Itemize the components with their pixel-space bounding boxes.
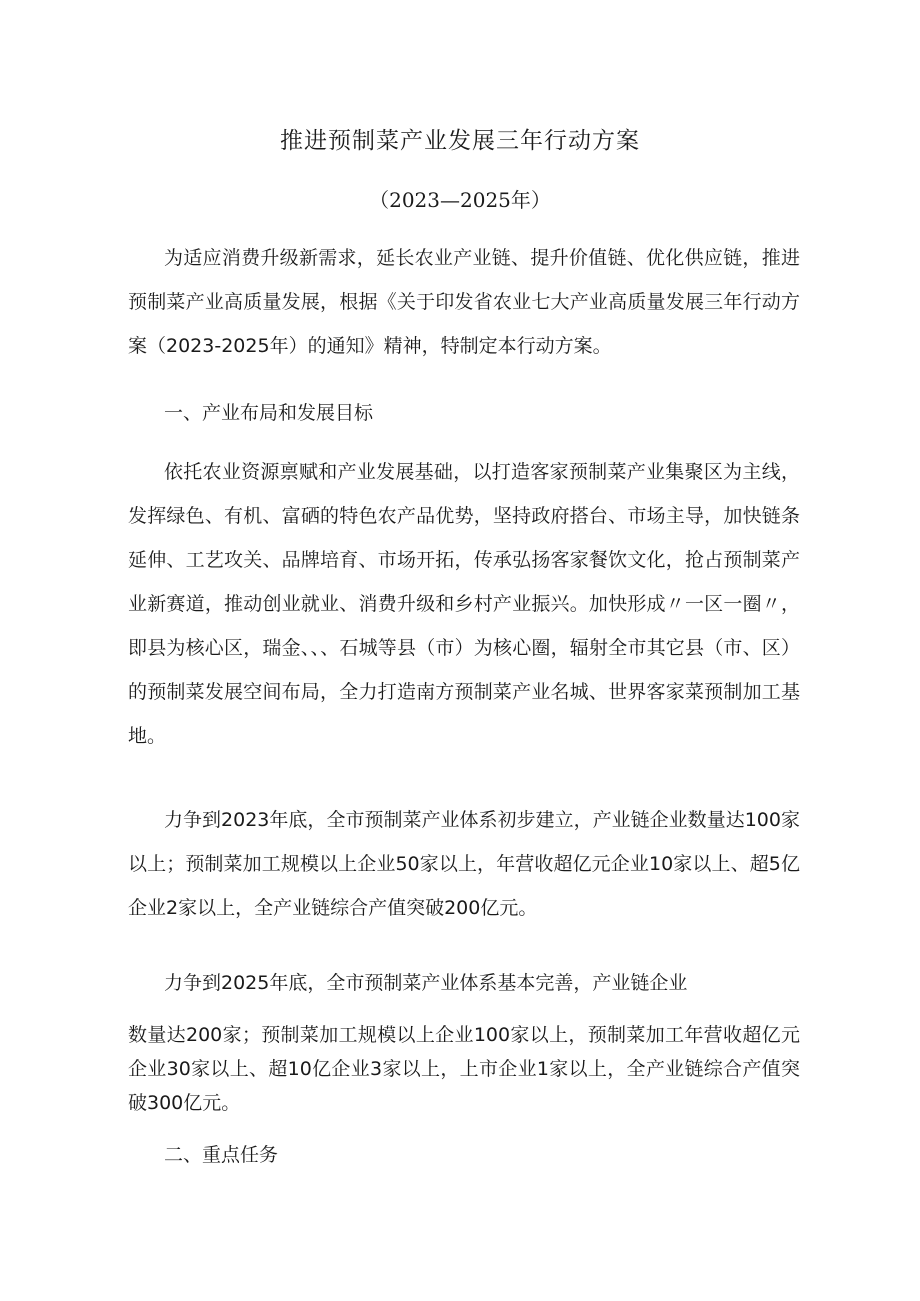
section-heading-2: 二、重点任务 [164,1144,279,1166]
layout-paragraph: 依托农业资源禀赋和产业发展基础，以打造客家预制菜产业集聚区为主线，发挥绿色、有机、富硒的特色农产品优势，坚持政府搭台、市场主导，加快链条延伸、工艺攻关、品牌培育、市场开拓，传承弘扬客家餐饮文化，抢占预制菜产业新赛道，推动创业就业、消费升级和乡村产业振兴。加快形成〃一区一圈〃，即县为核心区，瑞金、、、石城等县（市）为核心圈，辐射全市其它县（市、区）的预制菜发展空间布局，全力打造南方预制菜产业名城、世界客家菜预制加工基地。 [128,461,800,747]
goal-2025-first-line: 力争到2025年底，全市预制菜产业体系基本完善，产业链企业 [164,972,688,994]
goal-2023-paragraph: 力争到2023年底，全市预制菜产业体系初步建立，产业链企业数量达100家以上；预制菜加工规模以上企业50家以上，年营收超亿元企业10家以上、超5亿企业2家以上，全产业链综合产值突破200亿元。 [128,809,800,919]
document-title: 推进预制菜产业发展三年行动方案 [280,128,640,154]
document-subtitle: （2023—2025年） [369,188,551,212]
section-heading-1: 一、产业布局和发展目标 [164,402,374,424]
goal-2025-paragraph: 数量达200家；预制菜加工规模以上企业100家以上，预制菜加工年营收超亿元企业30家以上、超10亿企业3家以上，上市企业1家以上，全产业链综合产值突破300亿元。 [128,1024,800,1114]
intro-paragraph: 为适应消费升级新需求，延长农业产业链、提升价值链、优化供应链，推进预制菜产业高质量发展，根据《关于印发省农业七大产业高质量发展三年行动方案（2023-2025年）的通知》精神，特制定本行动方案。 [128,247,800,357]
